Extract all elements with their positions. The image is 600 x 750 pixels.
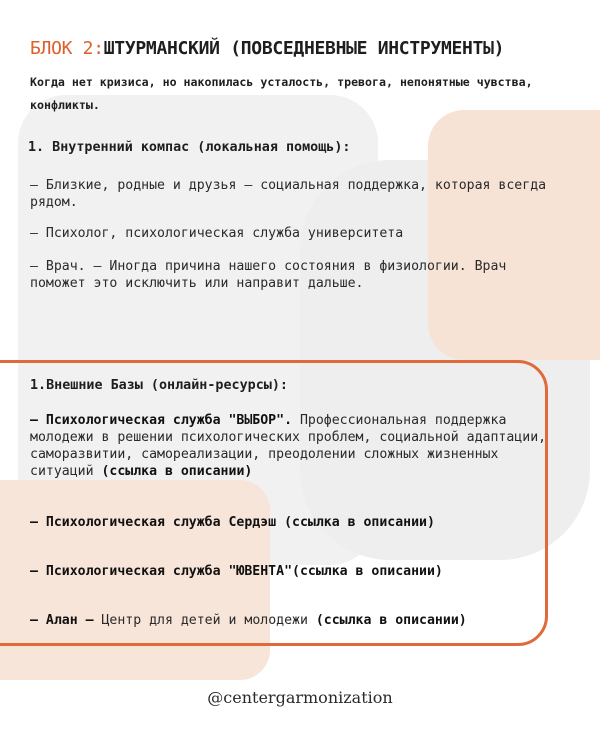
resource-description: Центр для детей и молодежи	[93, 613, 316, 628]
section-heading-local: 1. Внутренний компас (локальная помощь):	[28, 140, 351, 155]
online-resource-yuventa	[30, 563, 550, 580]
local-help-item-friends: — Близкие, родные и друзья — социальная поддержка, которая всегда рядом.	[30, 178, 547, 210]
page-title	[30, 38, 595, 59]
resource-description: Профессиональная поддержка молодежи в решении психологических проблем, социальной адаптации, саморазвитии, самореализации, преодолении сложных жизненных ситуаций	[30, 413, 547, 479]
online-resource-alan	[30, 612, 550, 629]
resource-name: — Алан —	[30, 613, 94, 628]
title-text: ШТУРМАНСКИЙ (ПОВСЕДНЕВНЫЕ ИНСТРУМЕНТЫ)	[103, 38, 505, 59]
resource-name: — Психологическая служба "ВЫБОР".	[30, 413, 293, 428]
section-heading-online: 1.Внешние Базы (онлайн-ресурсы):	[30, 378, 288, 393]
intro-text: Когда нет кризиса, но накопилась усталость, тревога, непонятные чувства, конфликты.	[30, 75, 533, 112]
online-resource-serdesh	[30, 514, 550, 531]
footer-handle: @centergarmonization	[207, 688, 393, 707]
resource-name: — Психологическая служба Сердэш (ссылка в описании)	[30, 515, 435, 530]
local-help-item-psychologist: — Психолог, психологическая служба университета	[30, 226, 404, 241]
local-help-item-doctor: — Врач. — Иногда причина нашего состояния в физиологии. Врач поможет это исключить или направит дальше.	[30, 259, 507, 291]
resource-link-note: (ссылка в описании)	[315, 613, 467, 628]
resource-name: — Психологическая служба "ЮВЕНТА"(ссылка в описании)	[30, 564, 443, 579]
title-prefix: БЛОК 2:	[30, 38, 104, 59]
online-resource-vybor	[30, 412, 550, 480]
resource-link-note: (ссылка в описании)	[101, 464, 253, 479]
